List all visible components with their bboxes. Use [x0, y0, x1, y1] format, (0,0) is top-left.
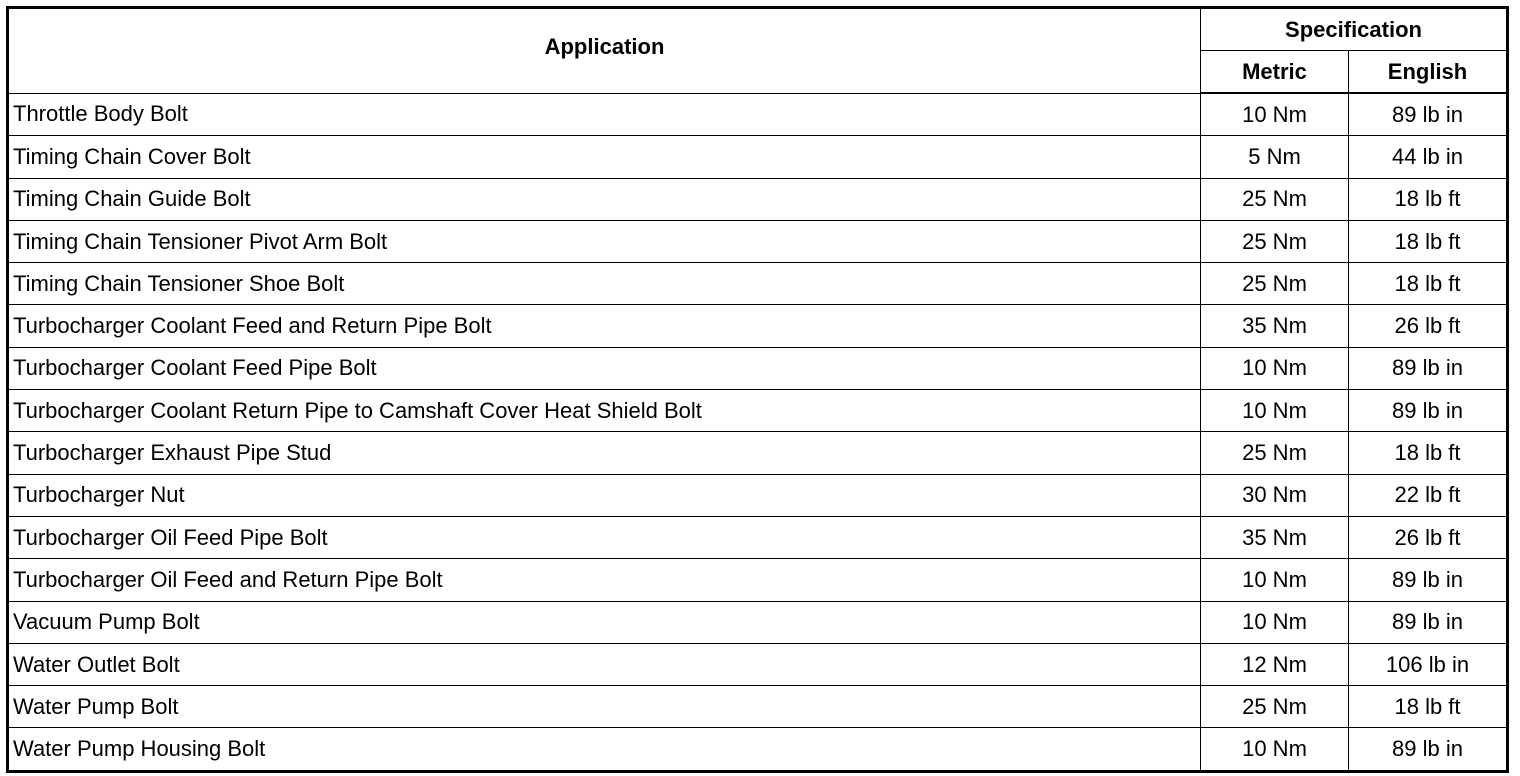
english-cell: 89 lb in: [1349, 347, 1508, 389]
table-row: [8, 263, 1508, 305]
english-cell: 18 lb ft: [1349, 686, 1508, 728]
metric-cell: 30 Nm: [1201, 474, 1349, 516]
english-cell: 44 lb in: [1349, 136, 1508, 178]
application-cell: Water Outlet Bolt: [8, 643, 1201, 685]
english-cell: 22 lb ft: [1349, 474, 1508, 516]
metric-cell: 5 Nm: [1201, 136, 1349, 178]
application-cell: Turbocharger Coolant Feed Pipe Bolt: [8, 347, 1201, 389]
english-cell: 89 lb in: [1349, 728, 1508, 771]
metric-cell: 25 Nm: [1201, 686, 1349, 728]
table-row: [8, 643, 1508, 685]
table-row: [8, 390, 1508, 432]
application-cell: Turbocharger Nut: [8, 474, 1201, 516]
application-cell: Turbocharger Exhaust Pipe Stud: [8, 432, 1201, 474]
english-cell: 18 lb ft: [1349, 178, 1508, 220]
application-cell: Turbocharger Coolant Feed and Return Pipe Bolt: [8, 305, 1201, 347]
specification-group-header: Specification: [1201, 8, 1508, 51]
table-row: [8, 220, 1508, 262]
table-row: [8, 136, 1508, 178]
application-cell: Turbocharger Coolant Return Pipe to Camshaft Cover Heat Shield Bolt: [8, 390, 1201, 432]
metric-cell: 10 Nm: [1201, 390, 1349, 432]
metric-cell: 35 Nm: [1201, 516, 1349, 558]
metric-cell: 10 Nm: [1201, 559, 1349, 601]
metric-cell: 10 Nm: [1201, 347, 1349, 389]
metric-column-header: Metric: [1201, 51, 1349, 94]
header-row-top: [8, 8, 1508, 51]
table-row: [8, 559, 1508, 601]
application-cell: Timing Chain Cover Bolt: [8, 136, 1201, 178]
table-row: [8, 686, 1508, 728]
table-row: [8, 474, 1508, 516]
metric-cell: 12 Nm: [1201, 643, 1349, 685]
application-cell: Turbocharger Oil Feed Pipe Bolt: [8, 516, 1201, 558]
metric-cell: 35 Nm: [1201, 305, 1349, 347]
english-cell: 89 lb in: [1349, 93, 1508, 136]
table-row: [8, 93, 1508, 136]
english-cell: 26 lb ft: [1349, 516, 1508, 558]
application-cell: Vacuum Pump Bolt: [8, 601, 1201, 643]
application-cell: Timing Chain Guide Bolt: [8, 178, 1201, 220]
english-cell: 18 lb ft: [1349, 263, 1508, 305]
application-cell: Water Pump Housing Bolt: [8, 728, 1201, 771]
metric-cell: 10 Nm: [1201, 93, 1349, 136]
application-cell: Timing Chain Tensioner Pivot Arm Bolt: [8, 220, 1201, 262]
table-row: [8, 601, 1508, 643]
table-header: [8, 8, 1508, 94]
english-cell: 89 lb in: [1349, 601, 1508, 643]
english-column-header: English: [1349, 51, 1508, 94]
application-cell: Timing Chain Tensioner Shoe Bolt: [8, 263, 1201, 305]
english-cell: 18 lb ft: [1349, 220, 1508, 262]
metric-cell: 10 Nm: [1201, 601, 1349, 643]
metric-cell: 25 Nm: [1201, 220, 1349, 262]
metric-cell: 10 Nm: [1201, 728, 1349, 771]
english-cell: 106 lb in: [1349, 643, 1508, 685]
table-row: [8, 432, 1508, 474]
application-cell: Water Pump Bolt: [8, 686, 1201, 728]
english-cell: 89 lb in: [1349, 390, 1508, 432]
application-column-header: Application: [8, 8, 1201, 94]
english-cell: 89 lb in: [1349, 559, 1508, 601]
table-row: [8, 178, 1508, 220]
metric-cell: 25 Nm: [1201, 178, 1349, 220]
table-row: [8, 305, 1508, 347]
table-row: [8, 347, 1508, 389]
table-body: [8, 93, 1508, 771]
fastener-specification-table: [6, 6, 1509, 773]
english-cell: 18 lb ft: [1349, 432, 1508, 474]
english-cell: 26 lb ft: [1349, 305, 1508, 347]
table-row: [8, 516, 1508, 558]
metric-cell: 25 Nm: [1201, 432, 1349, 474]
application-cell: Turbocharger Oil Feed and Return Pipe Bolt: [8, 559, 1201, 601]
metric-cell: 25 Nm: [1201, 263, 1349, 305]
table-row: [8, 728, 1508, 771]
application-cell: Throttle Body Bolt: [8, 93, 1201, 136]
